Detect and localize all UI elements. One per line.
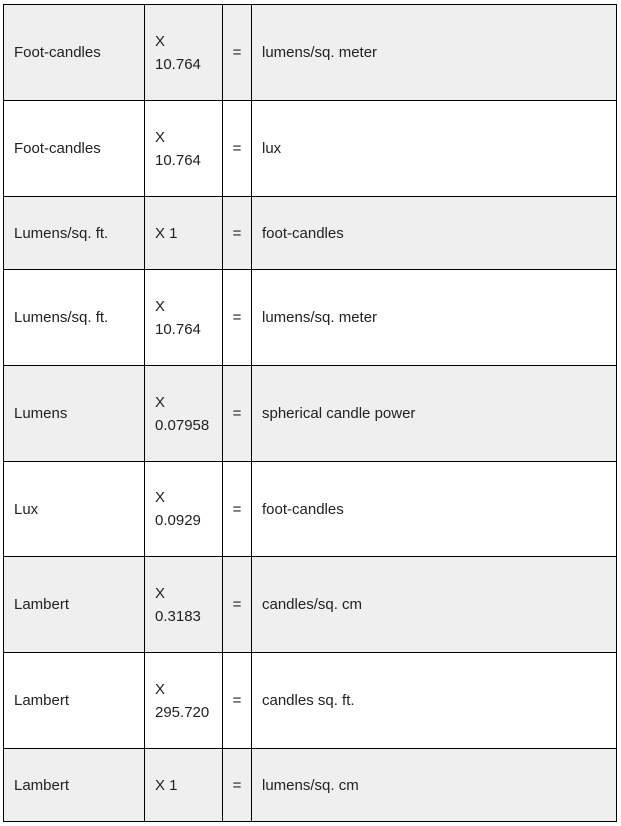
- to-unit-cell: candles sq. ft.: [252, 653, 617, 749]
- equals-cell: =: [223, 366, 252, 462]
- factor-cell: X 10.764: [145, 270, 223, 366]
- equals-cell: =: [223, 5, 252, 101]
- equals-cell: =: [223, 749, 252, 822]
- conversion-table: [3, 4, 617, 822]
- table-row: [4, 557, 617, 653]
- from-unit-cell: Lambert: [4, 749, 145, 822]
- equals-cell: =: [223, 270, 252, 366]
- to-unit-cell: spherical candle power: [252, 366, 617, 462]
- factor-cell: X 295.720: [145, 653, 223, 749]
- from-unit-cell: Lumens/sq. ft.: [4, 197, 145, 270]
- from-unit-cell: Lumens: [4, 366, 145, 462]
- factor-cell: X 10.764: [145, 101, 223, 197]
- from-unit-cell: Lumens/sq. ft.: [4, 270, 145, 366]
- table-row: [4, 653, 617, 749]
- from-unit-cell: Foot-candles: [4, 101, 145, 197]
- table-row: [4, 5, 617, 101]
- equals-cell: =: [223, 653, 252, 749]
- factor-cell: X 10.764: [145, 5, 223, 101]
- equals-cell: =: [223, 462, 252, 557]
- factor-cell: X 0.0929: [145, 462, 223, 557]
- to-unit-cell: foot-candles: [252, 197, 617, 270]
- table-row: [4, 101, 617, 197]
- equals-cell: =: [223, 197, 252, 270]
- from-unit-cell: Foot-candles: [4, 5, 145, 101]
- factor-cell: X 0.3183: [145, 557, 223, 653]
- factor-cell: X 0.07958: [145, 366, 223, 462]
- factor-cell: X 1: [145, 197, 223, 270]
- from-unit-cell: Lambert: [4, 653, 145, 749]
- table-row: [4, 197, 617, 270]
- from-unit-cell: Lux: [4, 462, 145, 557]
- to-unit-cell: lumens/sq. meter: [252, 5, 617, 101]
- to-unit-cell: lumens/sq. cm: [252, 749, 617, 822]
- table-row: [4, 366, 617, 462]
- table-row: [4, 749, 617, 822]
- factor-cell: X 1: [145, 749, 223, 822]
- equals-cell: =: [223, 557, 252, 653]
- to-unit-cell: candles/sq. cm: [252, 557, 617, 653]
- equals-cell: =: [223, 101, 252, 197]
- table-row: [4, 462, 617, 557]
- to-unit-cell: lumens/sq. meter: [252, 270, 617, 366]
- to-unit-cell: lux: [252, 101, 617, 197]
- table-row: [4, 270, 617, 366]
- from-unit-cell: Lambert: [4, 557, 145, 653]
- to-unit-cell: foot-candles: [252, 462, 617, 557]
